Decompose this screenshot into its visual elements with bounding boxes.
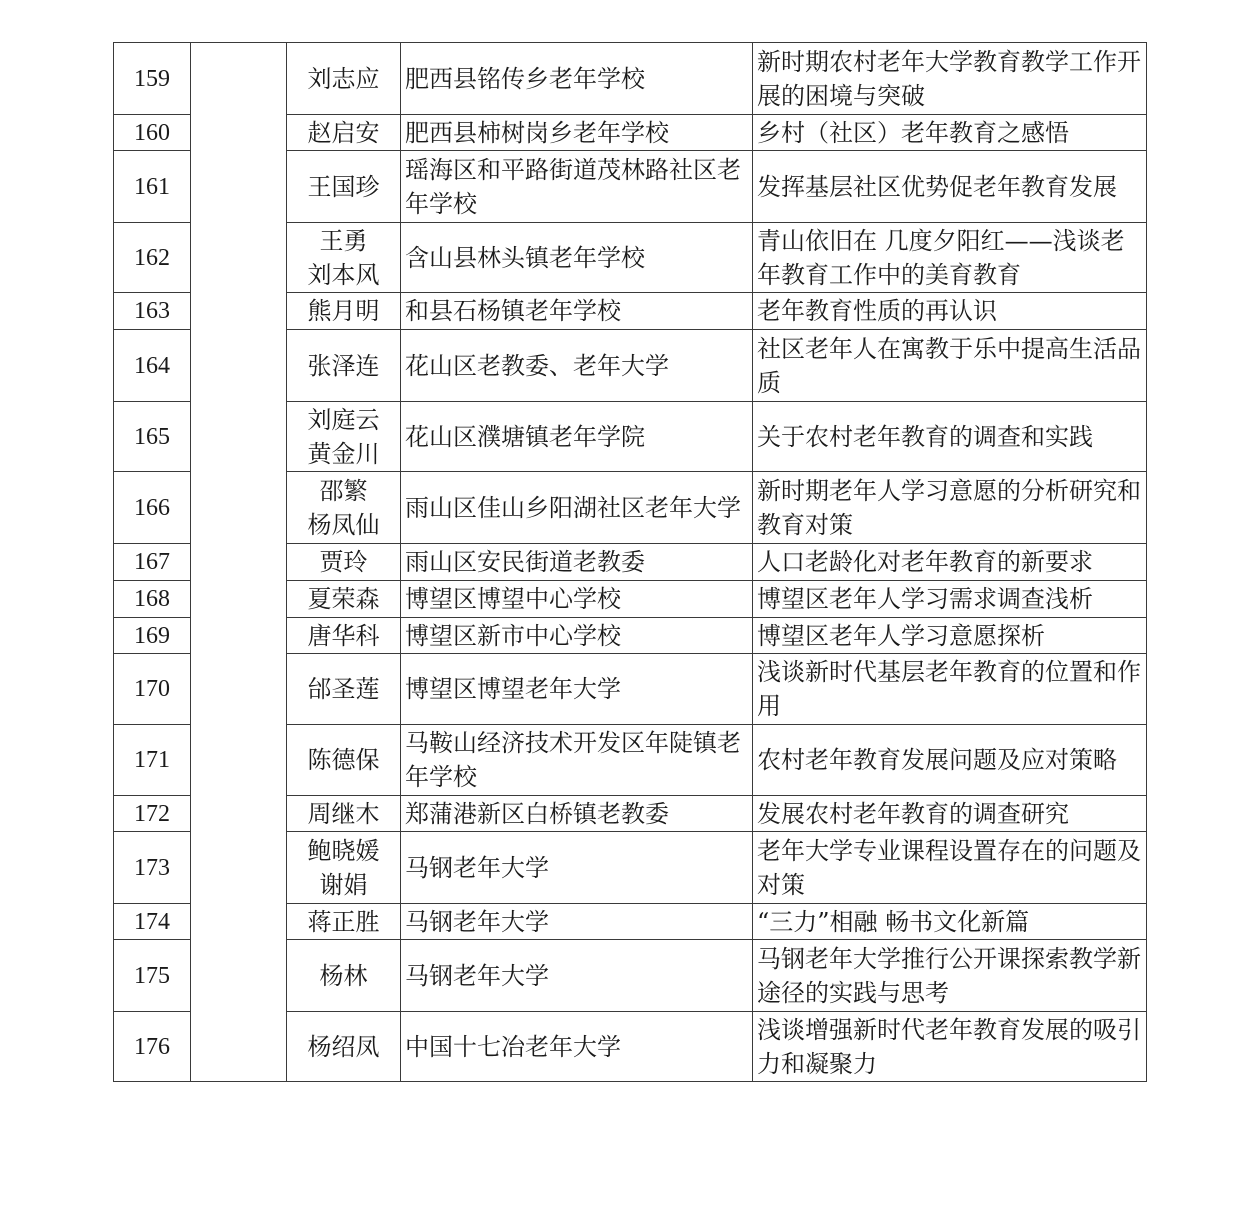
unit-cell: 博望区博望中心学校 [401, 581, 753, 618]
unit-cell: 郑蒲港新区白桥镇老教委 [401, 796, 753, 832]
author-name: 王国珍 [307, 172, 380, 201]
author-cell [287, 151, 401, 223]
author-name: 夏荣森 [307, 585, 380, 613]
row-number: 167 [114, 544, 191, 581]
award-list-table [113, 42, 1147, 1082]
paper-title-cell: 农村老年教育发展问题及应对策略 [753, 725, 1147, 796]
author-cell [287, 618, 401, 654]
unit-cell: 和县石杨镇老年学校 [401, 293, 753, 330]
author-cell [287, 43, 401, 115]
unit-cell: 雨山区安民街道老教委 [401, 544, 753, 581]
author-cell [287, 293, 401, 330]
unit-cell: 马钢老年大学 [401, 904, 753, 940]
author-name: 刘庭云 [307, 405, 380, 434]
author-cell [287, 330, 401, 402]
unit-cell: 中国十七冶老年大学 [401, 1012, 753, 1082]
row-number: 159 [114, 43, 191, 115]
unit-cell: 瑶海区和平路街道茂林路社区老年学校 [401, 151, 753, 223]
author-cell [287, 1012, 401, 1082]
author-name: 邵繁 [319, 476, 368, 505]
author-cell [287, 725, 401, 796]
paper-title-cell: “三力”相融 畅书文化新篇 [753, 904, 1147, 940]
author-cell [287, 904, 401, 940]
author-name: 贾玲 [319, 548, 368, 576]
author-name: 黄金川 [307, 439, 380, 468]
row-number: 160 [114, 115, 191, 151]
author-name: 刘志应 [307, 64, 380, 93]
author-cell [287, 654, 401, 725]
author-name: 熊月明 [307, 297, 380, 325]
author-name: 陈德保 [307, 746, 380, 774]
author-name: 杨林 [319, 961, 368, 990]
unit-cell: 花山区老教委、老年大学 [401, 330, 753, 402]
author-cell [287, 472, 401, 544]
paper-title-cell: 发展农村老年教育的调查研究 [753, 796, 1147, 832]
unit-cell: 马鞍山经济技术开发区年陡镇老年学校 [401, 725, 753, 796]
author-cell [287, 581, 401, 618]
paper-title-cell: 马钢老年大学推行公开课探索教学新途径的实践与思考 [753, 940, 1147, 1012]
author-cell [287, 832, 401, 904]
paper-title-cell: 新时期老年人学习意愿的分析研究和教育对策 [753, 472, 1147, 544]
author-name: 谢娟 [319, 870, 368, 899]
author-name: 杨绍凤 [307, 1032, 380, 1061]
author-name: 赵启安 [307, 118, 380, 147]
award-level-cell [191, 43, 287, 1082]
row-number: 163 [114, 293, 191, 330]
unit-cell: 博望区博望老年大学 [401, 654, 753, 725]
paper-title-cell: 人口老龄化对老年教育的新要求 [753, 544, 1147, 581]
row-number: 175 [114, 940, 191, 1012]
row-number: 173 [114, 832, 191, 904]
author-name: 张泽连 [307, 351, 380, 380]
row-number: 171 [114, 725, 191, 796]
paper-title-cell: 浅谈新时代基层老年教育的位置和作用 [753, 654, 1147, 725]
paper-title-cell: 老年大学专业课程设置存在的问题及对策 [753, 832, 1147, 904]
paper-title-cell: 老年教育性质的再认识 [753, 293, 1147, 330]
author-name: 杨凤仙 [307, 510, 380, 539]
paper-title-cell: 乡村（社区）老年教育之感悟 [753, 115, 1147, 151]
row-number: 176 [114, 1012, 191, 1082]
author-cell [287, 223, 401, 293]
row-number: 165 [114, 402, 191, 472]
unit-cell: 马钢老年大学 [401, 940, 753, 1012]
author-cell [287, 115, 401, 151]
row-number: 169 [114, 618, 191, 654]
unit-cell: 花山区濮塘镇老年学院 [401, 402, 753, 472]
row-number: 162 [114, 223, 191, 293]
row-number: 164 [114, 330, 191, 402]
author-name: 邰圣莲 [307, 675, 380, 703]
author-name: 唐华科 [307, 621, 380, 650]
row-number: 168 [114, 581, 191, 618]
unit-cell: 博望区新市中心学校 [401, 618, 753, 654]
unit-cell: 肥西县铭传乡老年学校 [401, 43, 753, 115]
unit-cell: 含山县林头镇老年学校 [401, 223, 753, 293]
row-number: 172 [114, 796, 191, 832]
author-name: 鲍晓媛 [307, 836, 380, 865]
paper-title-cell: 博望区老年人学习意愿探析 [753, 618, 1147, 654]
unit-cell: 马钢老年大学 [401, 832, 753, 904]
paper-title-cell: 博望区老年人学习需求调查浅析 [753, 581, 1147, 618]
unit-cell: 肥西县柿树岗乡老年学校 [401, 115, 753, 151]
paper-title-cell: 社区老年人在寓教于乐中提高生活品质 [753, 330, 1147, 402]
paper-title-cell: 青山依旧在 几度夕阳红——浅谈老年教育工作中的美育教育 [753, 223, 1147, 293]
paper-title-cell: 发挥基层社区优势促老年教育发展 [753, 151, 1147, 223]
row-number: 170 [114, 654, 191, 725]
author-cell [287, 402, 401, 472]
paper-title-cell: 关于农村老年教育的调查和实践 [753, 402, 1147, 472]
author-name: 王勇 [319, 226, 368, 255]
author-name: 刘本风 [307, 260, 380, 289]
author-cell [287, 544, 401, 581]
author-cell [287, 796, 401, 832]
paper-title-cell: 浅谈增强新时代老年教育发展的吸引力和凝聚力 [753, 1012, 1147, 1082]
author-cell [287, 940, 401, 1012]
author-name: 蒋正胜 [307, 907, 380, 936]
table-row [114, 43, 1147, 115]
row-number: 166 [114, 472, 191, 544]
row-number: 174 [114, 904, 191, 940]
table-body [114, 43, 1147, 1082]
row-number: 161 [114, 151, 191, 223]
author-name: 周继木 [307, 799, 380, 828]
paper-title-cell: 新时期农村老年大学教育教学工作开展的困境与突破 [753, 43, 1147, 115]
unit-cell: 雨山区佳山乡阳湖社区老年大学 [401, 472, 753, 544]
